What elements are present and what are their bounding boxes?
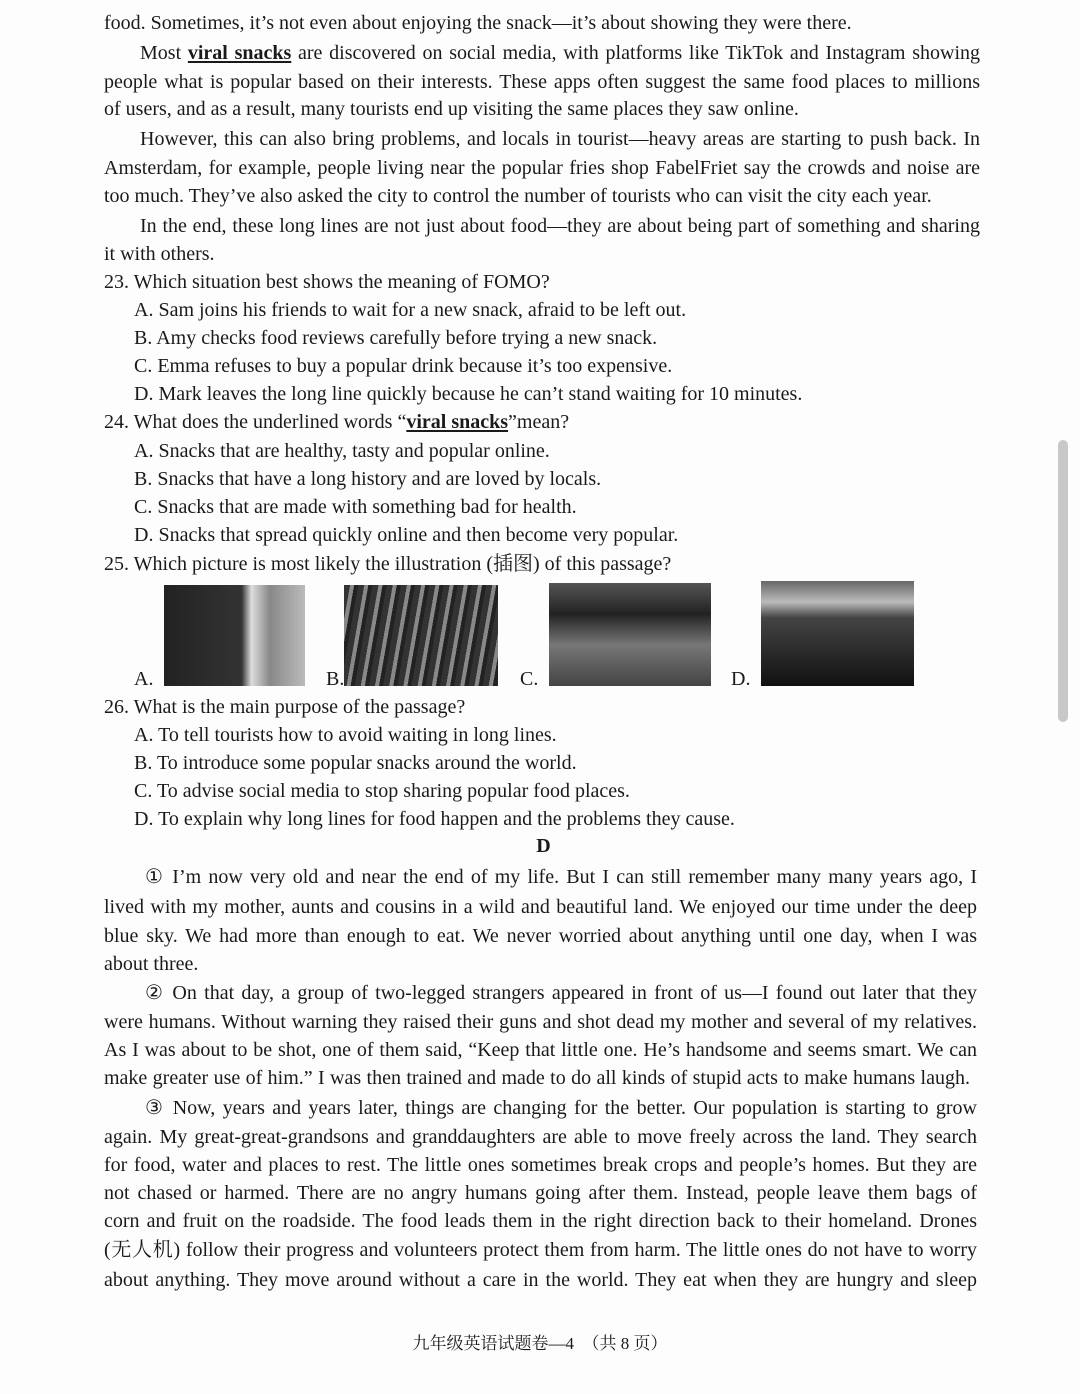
answer-option: A. Snacks that are healthy, tasty and popular online. xyxy=(134,440,550,462)
underlined-term: viral snacks xyxy=(187,42,292,64)
picture-label: D. xyxy=(731,668,751,690)
question-stem: 23. Which situation best shows the meaning of FOMO? xyxy=(104,271,550,293)
passage-d-line: ③ Now, years and years later, things are changing for the better. Our population is starting to grow xyxy=(145,1097,977,1119)
passage-d-line: about anything. They move around without a care in the world. They eat when they are hungry and sleep xyxy=(104,1269,977,1291)
section-heading-d: D xyxy=(536,835,551,857)
passage-d-line: lived with my mother, aunts and cousins in a wild and beautiful land. We enjoyed our time under the deep xyxy=(104,896,977,918)
passage-c-line: However, this can also bring problems, and locals in tourist—heavy areas are starting to push back. In xyxy=(140,128,980,150)
passage-c-line xyxy=(140,41,980,65)
answer-option: A. Sam joins his friends to wait for a new snack, afraid to be left out. xyxy=(134,299,687,321)
passage-c-line: food. Sometimes, it’s not even about enjoying the snack—it’s about showing they were there. xyxy=(104,12,852,34)
passage-d-line: again. My great-great-grandsons and granddaughters are able to move freely across the land. They search xyxy=(104,1126,977,1148)
passage-c-line: Amsterdam, for example, people living near the popular fries shop FabelFriet say the crowds and noise are xyxy=(104,157,980,179)
passage-c-line: too much. They’ve also asked the city to control the number of tourists who can visit the city each year. xyxy=(104,185,932,207)
scrollbar[interactable] xyxy=(1058,440,1068,722)
passage-d-line: (无人机) follow their progress and volunteers protect them from harm. The little ones do not have to worry xyxy=(104,1239,977,1261)
passage-d-line: ① I’m now very old and near the end of my life. But I can still remember many many years ago, I xyxy=(145,866,977,888)
text-segment: are discovered on social media, with platforms like TikTok and Instagram showing xyxy=(291,42,980,64)
passage-c-line: people what is popular based on their interests. These apps often suggest the same food places to millions xyxy=(104,71,980,93)
answer-option: C. Emma refuses to buy a popular drink because it’s too expensive. xyxy=(134,355,673,377)
question-stem: 26. What is the main purpose of the passage? xyxy=(104,696,466,718)
illustration-option-a xyxy=(164,585,305,686)
answer-option: C. To advise social media to stop sharing popular food places. xyxy=(134,780,630,802)
passage-c-line: In the end, these long lines are not just about food—they are about being part of something and sharing xyxy=(140,215,980,237)
answer-option: B. Amy checks food reviews carefully before trying a new snack. xyxy=(134,327,658,349)
picture-label: A. xyxy=(134,668,154,690)
passage-d-line: not chased or harmed. There are no angry humans going after them. Instead, people leave them bags of xyxy=(104,1182,977,1204)
picture-label: C. xyxy=(520,668,539,690)
illustration-option-d xyxy=(761,581,914,686)
illustration-option-b xyxy=(344,585,498,686)
passage-d-line: corn and fruit on the roadside. The food leads them in the right direction back to their homeland. Drones xyxy=(104,1210,977,1232)
underlined-term: viral snacks xyxy=(406,411,509,433)
answer-option: B. To introduce some popular snacks around the world. xyxy=(134,752,577,774)
answer-option: D. Snacks that spread quickly online and then become very popular. xyxy=(134,524,679,546)
page-footer: 九年级英语试题卷—4 （共 8 页） xyxy=(412,1334,668,1353)
picture-label: B. xyxy=(326,668,345,690)
text-segment: Most xyxy=(140,42,188,64)
answer-option: D. To explain why long lines for food happen and the problems they cause. xyxy=(134,808,735,830)
text-segment: 24. What does the underlined words “ xyxy=(104,411,407,433)
passage-c-line: of users, and as a result, many tourists end up visiting the same places they saw online. xyxy=(104,98,799,120)
illustration-option-c xyxy=(549,583,711,686)
passage-d-line: ② On that day, a group of two-legged strangers appeared in front of us—I found out later that they xyxy=(145,982,977,1004)
passage-d-line: were humans. Without warning they raised their guns and shot dead my mother and several of my relatives. xyxy=(104,1011,977,1033)
question-stem xyxy=(104,410,569,434)
answer-option: D. Mark leaves the long line quickly because he can’t stand waiting for 10 minutes. xyxy=(134,383,803,405)
passage-c-line: it with others. xyxy=(104,243,215,265)
passage-d-line: for food, water and places to rest. The little ones sometimes break crops and people’s homes. But they are xyxy=(104,1154,977,1176)
answer-option: C. Snacks that are made with something bad for health. xyxy=(134,496,577,518)
text-segment: ”mean? xyxy=(508,411,570,433)
answer-option: A. To tell tourists how to avoid waiting in long lines. xyxy=(134,724,557,746)
answer-option: B. Snacks that have a long history and are loved by locals. xyxy=(134,468,602,490)
question-stem: 25. Which picture is most likely the illustration (插图) of this passage? xyxy=(104,553,672,575)
passage-d-line: As I was about to be shot, one of them said, “Keep that little one. He’s handsome and seems smart. We can xyxy=(104,1039,977,1061)
passage-d-line: about three. xyxy=(104,953,199,975)
passage-d-line: make greater use of him.” I was then trained and made to do all kinds of stupid acts to make humans laugh. xyxy=(104,1067,970,1089)
passage-d-line: blue sky. We had more than enough to eat. We never worried about anything until one day, when I was xyxy=(104,925,977,947)
